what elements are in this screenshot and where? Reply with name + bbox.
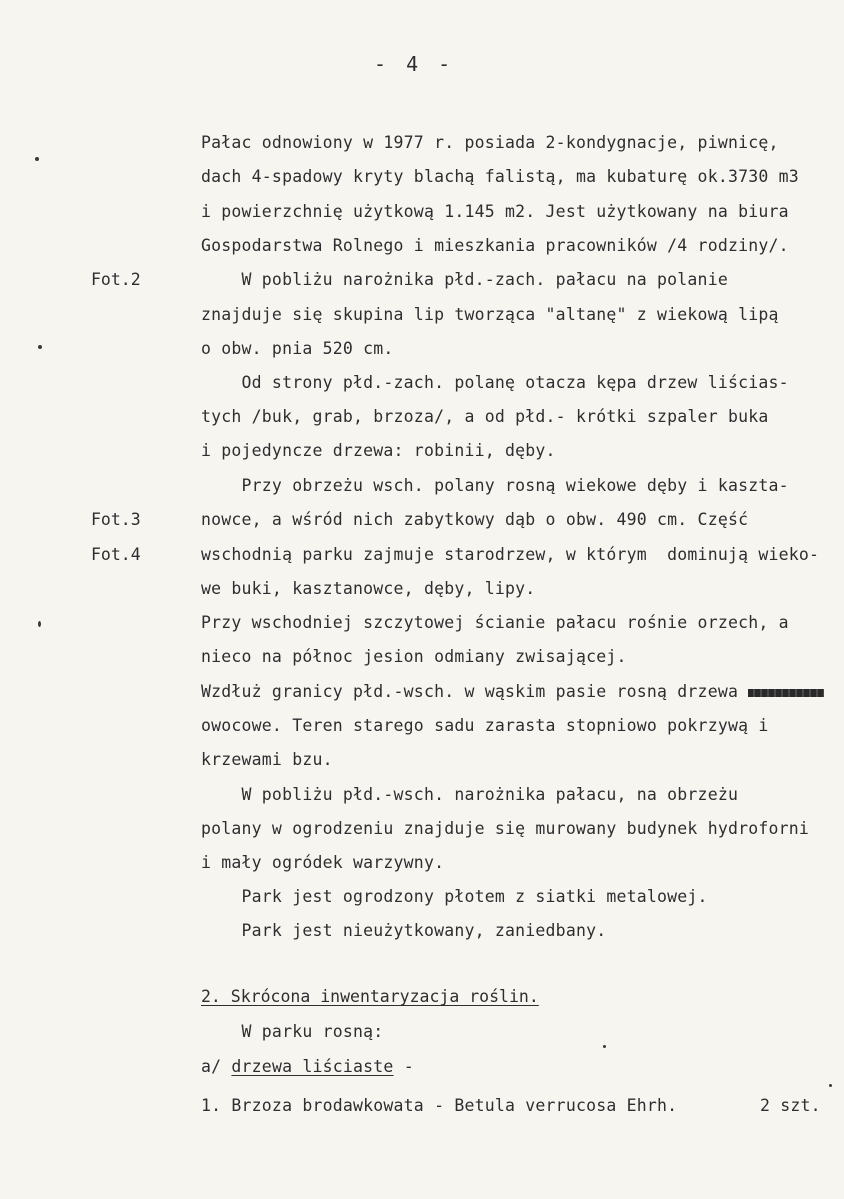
list-item-1-count: 2 szt. xyxy=(760,1096,821,1115)
text-line-24: Park jest nieużytkowany, zaniedbany. xyxy=(201,921,607,940)
text-line-13: wschodnią parku zajmuje starodrzew, w którym dominują wieko- xyxy=(201,545,820,564)
margin-dot xyxy=(829,1084,832,1087)
list-intro xyxy=(201,1057,414,1077)
photo-reference-4: Fot.4 xyxy=(91,545,141,564)
margin-dot xyxy=(35,157,39,161)
list-intro-prefix: a/ xyxy=(201,1057,232,1076)
photo-reference-2: Fot.2 xyxy=(91,270,141,289)
section-heading: 2. Skrócona inwentaryzacja roślin. xyxy=(201,987,539,1006)
text-line-8: Od strony płd.-zach. polanę otacza kępa drzew liścias- xyxy=(201,373,789,392)
text-line-5: W pobliżu narożnika płd.-zach. pałacu na polanie xyxy=(201,270,728,289)
text-line-10: i pojedyncze drzewa: robinii, dęby. xyxy=(201,441,556,460)
text-line-9: tych /buk, grab, brzoza/, a od płd.- krótki szpaler buka xyxy=(201,407,769,426)
struck-out-text xyxy=(748,689,824,697)
text-line-11: Przy obrzeżu wsch. polany rosną wiekowe dęby i kaszta- xyxy=(201,476,789,495)
text-line-12: nowce, a wśród nich zabytkowy dąb o obw. 490 cm. Część xyxy=(201,510,749,529)
page-number: - 4 - xyxy=(374,52,455,76)
list-intro-underlined: drzewa liściaste xyxy=(231,1057,394,1076)
text-line-6: znajduje się skupina lip tworząca "altanę" z wiekową lipą xyxy=(201,305,779,324)
list-intro-suffix: - xyxy=(393,1057,414,1076)
text-line-14: we buki, kasztanowce, dęby, lipy. xyxy=(201,579,536,598)
photo-reference-3: Fot.3 xyxy=(91,510,141,529)
text-line-2: dach 4-spadowy kryty blachą falistą, ma kubaturę ok.3730 m3 xyxy=(201,167,799,186)
text-line-21: polany w ogrodzeniu znajduje się murowany budynek hydroforni xyxy=(201,819,810,838)
section-subheading: W parku rosną: xyxy=(201,1022,384,1041)
text-line-15: Przy wschodniej szczytowej ścianie pałacu rośnie orzech, a xyxy=(201,613,789,632)
text-line-17 xyxy=(201,682,824,702)
margin-dot xyxy=(38,345,42,349)
text-line-22: i mały ogródek warzywny. xyxy=(201,853,445,872)
margin-dot xyxy=(603,1045,606,1048)
text-line-3: i powierzchnię użytkową 1.145 m2. Jest użytkowany na biura xyxy=(201,202,789,221)
list-item-1: 1. Brzoza brodawkowata - Betula verrucosa Ehrh. xyxy=(201,1096,678,1115)
text-line-23: Park jest ogrodzony płotem z siatki metalowej. xyxy=(201,887,708,906)
text-line-19: krzewami bzu. xyxy=(201,750,333,769)
margin-dot xyxy=(38,621,41,627)
text-line-18: owocowe. Teren starego sadu zarasta stopniowo pokrzywą i xyxy=(201,716,769,735)
text-line-4: Gospodarstwa Rolnego i mieszkania pracowników /4 rodziny/. xyxy=(201,236,789,255)
text-line-17-content: Wzdłuż granicy płd.-wsch. w wąskim pasie rosną drzewa xyxy=(201,682,739,701)
text-line-7: o obw. pnia 520 cm. xyxy=(201,339,394,358)
text-line-1: Pałac odnowiony w 1977 r. posiada 2-kondygnacje, piwnicę, xyxy=(201,133,779,152)
text-line-16: nieco na północ jesion odmiany zwisającej. xyxy=(201,647,627,666)
text-line-20: W pobliżu płd.-wsch. narożnika pałacu, na obrzeżu xyxy=(201,785,739,804)
